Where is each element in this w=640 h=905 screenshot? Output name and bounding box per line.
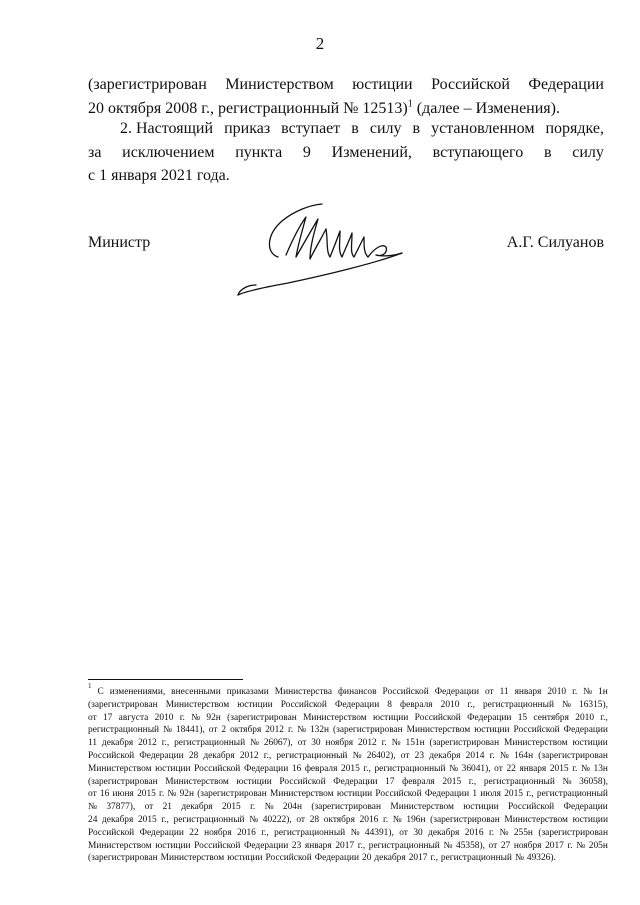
footnote-marker: 1 (407, 98, 413, 110)
footnote-word: юстиции (227, 853, 263, 864)
paragraph-word: порядке, (545, 120, 604, 137)
footnote-word: г., (363, 763, 371, 774)
footnote-word: г., (468, 776, 477, 787)
footnote-word: 17 (385, 776, 395, 787)
paragraph-effective-date (88, 117, 604, 188)
footnote-word: Федерации (334, 699, 380, 710)
footnote-word: января (519, 763, 547, 774)
footnote-word: Министерством (160, 853, 225, 864)
footnote-word: № (499, 827, 509, 838)
footnote-word: г., (526, 789, 534, 800)
footnote-word: г. (572, 763, 578, 774)
footnote-word: 8 (387, 699, 392, 710)
footnote-word: 13н (593, 763, 608, 774)
footnote-word: 22 (506, 763, 516, 774)
paragraph-word: 9 (302, 143, 311, 161)
footnote-word: юстиции (155, 840, 191, 851)
footnote-word: Федерации (434, 687, 479, 697)
footnote-word: 255н (513, 827, 533, 838)
footnote-word: № (562, 776, 572, 787)
footnote-line (88, 763, 608, 776)
footnote-word: № (350, 827, 360, 838)
paragraph-word: установленном (431, 120, 535, 137)
footnote-word: 2010 (547, 687, 567, 697)
footnote-line (88, 682, 608, 699)
footnote-word: 2016 (464, 827, 484, 838)
footnote-word: Министерством (270, 789, 334, 800)
footnote-word: Федерации (333, 776, 378, 787)
footnote (88, 682, 608, 865)
footnote-word: 28 (309, 814, 320, 825)
footnote-word: регистрационный (276, 750, 348, 761)
footnote-line (88, 801, 608, 814)
footnote-word: № (499, 750, 509, 761)
paragraph-word: вступающего (432, 143, 524, 161)
paragraph-line: с 1 января 2021 года. (88, 167, 230, 184)
footnote-word: 2015 (504, 789, 523, 800)
footnote-word: 205н (588, 840, 608, 851)
paragraph-word: за (88, 143, 102, 161)
footnote-word: Российской (382, 687, 429, 697)
footnote-word: Министерства (274, 687, 333, 697)
footnote-word: приказами (226, 687, 269, 697)
footnote-word: 132н (309, 725, 330, 736)
footnote-word: Министерством (390, 802, 454, 813)
footnote-word: ноября (325, 738, 354, 749)
footnote-word: 11 (88, 738, 98, 749)
footnote-word: сентября (533, 712, 569, 723)
footnote-word: от (88, 712, 97, 723)
footnote-word: 24 (88, 814, 98, 825)
footnote-word: регистрационный (88, 725, 160, 736)
footnote-word: № (443, 840, 453, 851)
footnote-word: от (399, 827, 408, 838)
footnote-word: регистрационный (274, 827, 346, 838)
handwritten-signature (226, 195, 426, 305)
footnote-word: юстиции (463, 802, 499, 813)
footnote-word: 2015 (341, 763, 360, 774)
footnote-word: от (494, 763, 503, 774)
footnote-word: регистрационный (440, 853, 512, 864)
footnote-line (88, 724, 608, 737)
footnote-word: № (576, 840, 586, 851)
footnote-line (88, 750, 608, 763)
footnote-word: 2012 (239, 750, 259, 761)
footnote-word: от (488, 840, 498, 851)
footnote-word: г. (382, 814, 389, 825)
footnote-word: от (296, 814, 306, 825)
footnote-word: декабря (429, 750, 461, 761)
footnote-word: Российской (279, 776, 326, 787)
footnote-word: 2010 (575, 712, 594, 723)
footnote-word: 37877), (106, 802, 136, 813)
footnote-word: 21 (162, 802, 172, 813)
footnote-word: № (297, 725, 307, 736)
paragraph-word: Российской (431, 76, 510, 93)
footnote-word: г., (161, 814, 169, 825)
footnote-word: Министерством (88, 840, 152, 851)
footnote-word: 16 (291, 763, 302, 774)
footnote-word: С (97, 687, 104, 697)
footnote-word: Российской (513, 725, 560, 736)
footnote-word: (зарегистрирован (538, 827, 608, 838)
footnote-word: № (514, 853, 524, 864)
footnote-word: 2012 (138, 738, 157, 749)
footnote-word: (зарегистрирован (88, 776, 158, 787)
footnote-word: 44391), (364, 827, 394, 838)
footnote-word: г., (261, 827, 269, 838)
footnote-word: декабря (374, 853, 406, 864)
footnote-word: Федерации (467, 712, 512, 723)
paragraph-word: приказ (224, 120, 271, 137)
footnote-word: января (514, 687, 542, 697)
paragraph-line (88, 141, 604, 165)
footnote-word: 2016 (237, 827, 256, 838)
footnote-word: июля (480, 789, 501, 800)
footnote-word: 2012 (265, 725, 284, 736)
footnote-word: г. (572, 687, 578, 697)
footnote-word: Федерации (243, 763, 289, 774)
footnote-word: декабря (203, 750, 235, 761)
footnote-word: 92н (179, 789, 194, 800)
footnote-line (88, 814, 608, 827)
footnote-word: (зарегистрирован (429, 738, 500, 749)
paragraph-word: силу (572, 143, 604, 161)
footnote-word: 164н (514, 750, 534, 761)
footnote-word: изменениями, (109, 687, 166, 697)
footnote-word: 2015 (549, 763, 569, 774)
footnote-word: № (391, 738, 401, 749)
footnote-word: № (249, 814, 259, 825)
paragraph-word: исключением (122, 143, 215, 161)
paragraph-word: Федерации (528, 76, 604, 93)
footnote-word: 2010 (154, 712, 174, 723)
footnote-line (88, 737, 608, 750)
footnote-word: № (191, 712, 201, 723)
footnote-word: финансов (337, 687, 377, 697)
footnote-word: Федерации (563, 725, 608, 736)
footnote-word: 17 (102, 712, 113, 723)
footnote-word: (зарегистрирован (333, 725, 403, 736)
footnote-word: 40222), (262, 814, 292, 825)
footnote-word: 2 (221, 725, 227, 736)
footnote-word: внесенными (171, 687, 221, 697)
footnote-word: (зарегистрирован (538, 750, 608, 761)
footnote-word: Министерством (303, 712, 367, 723)
footnote-word: 2015 (137, 789, 156, 800)
footnote-word: 92н (206, 712, 221, 723)
footnote-word: 30 (311, 738, 321, 749)
footnote-word: февраля (304, 763, 338, 774)
footnote-line (88, 699, 608, 712)
footnote-word: г. (250, 802, 256, 813)
footnote-word: г., (430, 853, 438, 864)
footnote-word: Федерации (139, 827, 184, 838)
footnote-word: регистрационный (482, 699, 554, 710)
footnote-line (88, 712, 608, 725)
paragraph-word: в (543, 143, 552, 161)
footnote-word: декабря (101, 738, 134, 749)
footnote-word: Министерством (88, 763, 152, 774)
footnote-word: Российской (88, 750, 135, 761)
footnote-word: г. (381, 738, 387, 749)
footnote-word: февраля (400, 699, 433, 710)
footnote-word: августа (118, 712, 149, 723)
footnote-word: № (162, 725, 172, 736)
footnote-word: г., (467, 699, 475, 710)
footnote-word: 28 (188, 750, 199, 761)
footnote-word: г. (179, 712, 185, 723)
footnote-separator (88, 679, 243, 680)
footnote-word: Федерации (314, 853, 360, 864)
footnote-word: 16315), (579, 699, 608, 710)
footnote-word: 15 (517, 712, 528, 723)
footnote-word: юстиции (237, 699, 273, 710)
footnote-word: декабря (428, 827, 460, 838)
footnote-word: юстиции (336, 789, 373, 800)
footnote-word: г., (263, 750, 272, 761)
footnote-word: г. (488, 827, 495, 838)
paragraph-registration (88, 73, 604, 120)
footnote-word: регистрационный (483, 776, 555, 787)
footnote-word: Федерации (243, 840, 289, 851)
footnote-word: Федерации (139, 750, 184, 761)
footnote-word: юстиции (155, 763, 191, 774)
footnote-word: 26067), (263, 738, 293, 749)
footnote-word: ноября (204, 827, 232, 838)
footnote-word: Министерством (504, 814, 568, 825)
footnote-word: г., (161, 738, 170, 749)
footnote-word: Российской (280, 699, 327, 710)
footnote-word: 49326). (526, 853, 556, 864)
footnote-word: (зарегистрирован (227, 712, 297, 723)
footnote-word: Министерством (165, 776, 229, 787)
footnote-word: Министерством (504, 738, 568, 749)
footnote-word: 2017 (335, 840, 355, 851)
paragraph-word: вступает (281, 120, 341, 137)
footnote-word: регистрационный (173, 814, 245, 825)
footnote-word: 23 (414, 750, 425, 761)
paragraph-line (88, 117, 604, 141)
footnote-word: юстиции (474, 725, 510, 736)
footnote-word: № (449, 763, 459, 774)
paragraph-word: 2. Настоящий (120, 120, 214, 137)
footnote-word: г., (357, 840, 366, 851)
amendments-definition: (далее – Изменения). (412, 99, 560, 117)
footnote-word: 18441), (175, 725, 205, 736)
footnote-word: Российской (265, 853, 312, 864)
footnote-word: г., (600, 712, 608, 723)
signatory-name: А.Г. Силуанов (506, 234, 604, 251)
footnote-word: от (400, 750, 410, 761)
footnote-word: юстиции (572, 738, 608, 749)
footnote-word: юстиции (236, 776, 272, 787)
footnote-word: 22 (189, 827, 199, 838)
footnote-word: г. (159, 789, 165, 800)
footnote-word: 2014 (465, 750, 485, 761)
footnote-word: 2016 (359, 814, 379, 825)
footnote-word: № (580, 763, 590, 774)
footnote-word: регистрационный (368, 840, 440, 851)
footnote-word: № (264, 802, 274, 813)
footnote-word: октября (230, 725, 262, 736)
footnote-word: июня (112, 789, 134, 800)
footnote-word: 1 (472, 789, 477, 800)
footnote-word: 36041), (461, 763, 491, 774)
footnote-word: Российской (414, 712, 461, 723)
footnote-word: января (304, 840, 332, 851)
footnote-word: Федерации (424, 789, 470, 800)
footnote-word: регистрационный (536, 789, 608, 800)
footnote-word: Российской (507, 802, 555, 813)
footnote-word: (зарегистрирован (430, 814, 500, 825)
footnote-line (88, 788, 608, 801)
footnote-word: (зарегистрирован (88, 853, 158, 864)
footnote-word: № (352, 750, 362, 761)
footnote-line (88, 776, 608, 789)
footnote-word: № (392, 814, 402, 825)
footnote-number: 1 (88, 682, 92, 690)
paragraph-word: в (412, 120, 421, 137)
footnote-word: № (167, 789, 177, 800)
footnote-word: октября (323, 814, 355, 825)
footnote-word: 23 (291, 840, 302, 851)
footnote-word: Министерством (406, 725, 471, 736)
paragraph-word: Изменений, (331, 143, 412, 161)
footnote-word: 30 (413, 827, 423, 838)
footnote-word: г. (567, 840, 573, 851)
footnote-word: 2010 (440, 699, 460, 710)
footnote-word: Российской (194, 840, 241, 851)
footnote-word: 16 (99, 789, 110, 800)
footnote-line (88, 840, 608, 853)
signatory-title: Министр (88, 234, 151, 251)
footnote-word: юстиции (372, 712, 409, 723)
footnote-word: г. (287, 725, 294, 736)
footnote-word: 20 (362, 853, 372, 864)
paragraph-word: пункта (235, 143, 283, 161)
footnote-word: юстиции (572, 814, 608, 825)
paragraph-word: Министерством (225, 76, 334, 93)
footnote-word: 2015 (221, 802, 241, 813)
footnote-word: 196н (406, 814, 426, 825)
footnote-word: (зарегистрирован (197, 789, 267, 800)
footnote-word: 45358), (456, 840, 485, 851)
footnote-word: № (583, 687, 593, 697)
footnote-word: 26402), (366, 750, 396, 761)
footnote-word: регистрационный (374, 763, 446, 774)
paragraph-word: в (351, 120, 359, 137)
footnote-word: 11 (499, 687, 509, 697)
footnote-word: декабря (102, 814, 134, 825)
footnote-word: от (297, 738, 307, 749)
footnote-word: от (208, 725, 218, 736)
footnote-word: 2015 (137, 814, 157, 825)
footnote-word: февраля (402, 776, 435, 787)
footnote-word: 36058), (579, 776, 608, 787)
paragraph-line (88, 73, 604, 97)
registration-text: 20 октября 2008 г., регистрационный № 12513) (88, 99, 408, 117)
footnote-word: 204н (282, 802, 302, 813)
footnote-word: 1н (598, 687, 608, 697)
footnote-word: Российской (194, 763, 241, 774)
footnote-word: регистрационный (174, 738, 246, 749)
footnote-word: № (562, 699, 571, 710)
paragraph-word: силу (369, 120, 402, 137)
footnote-word: ноября (513, 840, 542, 851)
page-number: 2 (315, 34, 325, 53)
footnote-line (88, 827, 608, 840)
paragraph-word: (зарегистрирован (88, 76, 207, 93)
footnote-word: 27 (500, 840, 511, 851)
footnote-word: от (88, 789, 97, 800)
footnote-word: № (88, 802, 97, 813)
footnote-word: Министерством (165, 699, 230, 710)
footnote-word: 2017 (408, 853, 428, 864)
footnote-word: Федерации (563, 802, 608, 813)
footnote-word: от (484, 687, 494, 697)
footnote-word: 2012 (357, 738, 377, 749)
footnote-word: Российской (88, 827, 135, 838)
footnote-word: Российской (375, 789, 422, 800)
footnote-line (88, 852, 608, 865)
footnote-word: от (144, 802, 154, 813)
footnote-word: (зарегистрирован (311, 802, 381, 813)
footnote-word: 2015 (442, 776, 462, 787)
paragraph-word: юстиции (352, 76, 413, 93)
footnote-word: (зарегистрирован (88, 699, 158, 710)
footnote-word: декабря (181, 802, 213, 813)
footnote-word: г. (489, 750, 495, 761)
footnote-word: 2017 (545, 840, 564, 851)
footnote-word: 151н (405, 738, 425, 749)
footnote-word: № (250, 738, 259, 749)
